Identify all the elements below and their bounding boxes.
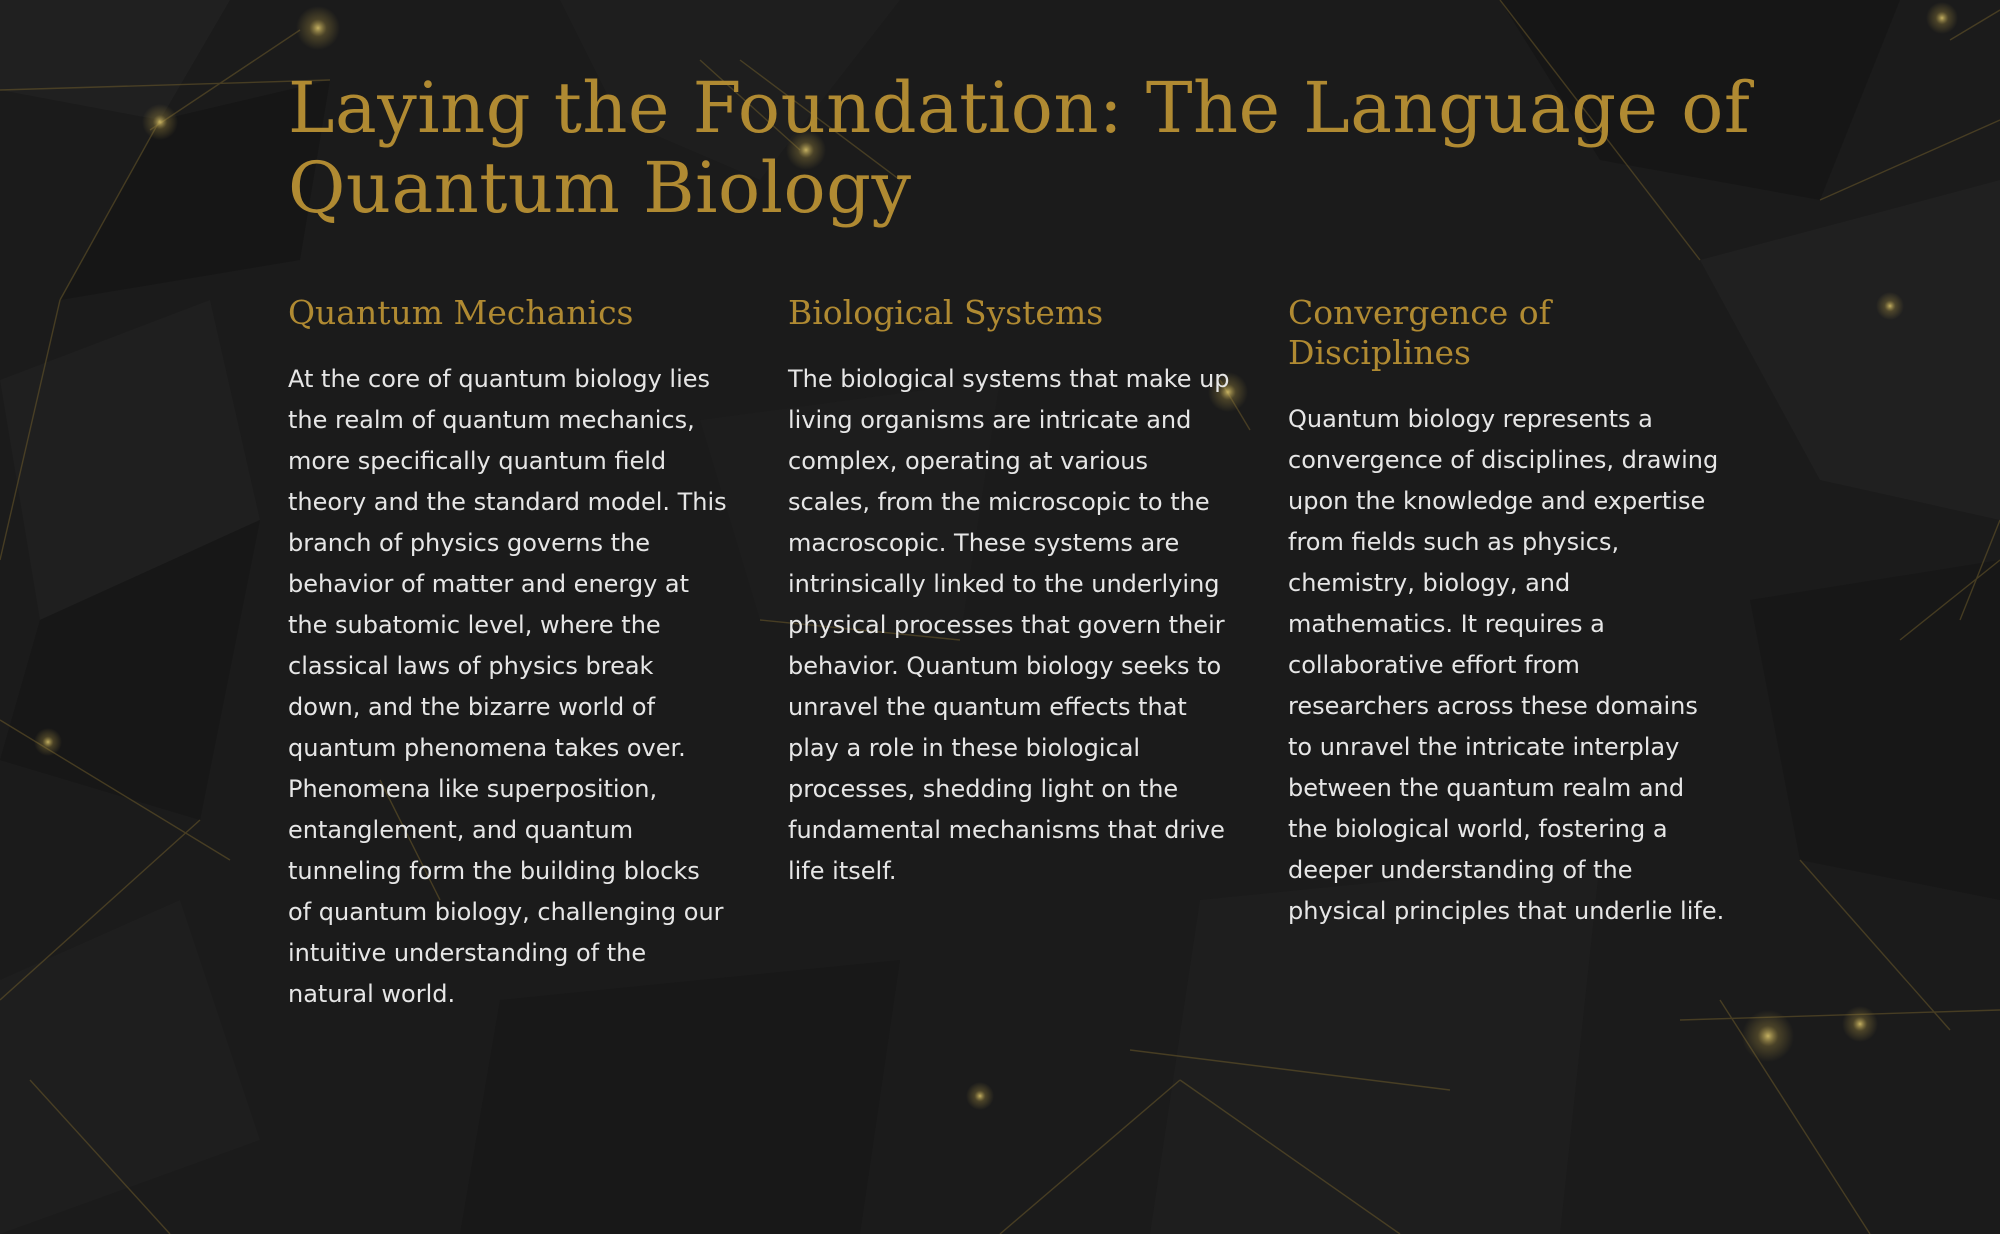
column-heading: Quantum Mechanics [288,293,634,332]
column-quantum-mechanics [288,293,728,1015]
column-heading: Biological Systems [788,293,1104,332]
column-biological-systems [788,293,1233,892]
column-body: The biological systems that make up living organisms are intricate and complex, operating at various scales, from the microscopic to the macroscopic. These systems are intrinsically linked to the underlying physical processes that govern their behavior. Quantum biology seeks to unravel the quantum effects that play a role in these biological processes, shedding light on the fundamental mechanisms that drive life itself. [788,365,1230,885]
page-title: Laying the Foundation: The Language of Quantum Biology [288,67,1751,229]
column-heading: Convergence of Disciplines [1288,293,1551,372]
column-body: At the core of quantum biology lies the realm of quantum mechanics, more specifically quantum field theory and the standard model. This branch of physics governs the behavior of matter and energy at the subatomic level, where the classical laws of physics break down, and the bizarre world of quantum phenomena takes over. Phenomena like superposition, entanglement, and quantum tunneling form the building blocks of quantum biology, challenging our intuitive understanding of the natural world. [288,365,727,1008]
column-body: Quantum biology represents a convergence of disciplines, drawing upon the knowledge and expertise from fields such as physics, chemistry, biology, and mathematics. It requires a collaborative effort from researchers across these domains to unravel the intricate interplay between the quantum realm and the biological world, fostering a deeper understanding of the physical principles that underlie life. [1288,405,1725,925]
column-convergence-of-disciplines [1288,293,1728,932]
